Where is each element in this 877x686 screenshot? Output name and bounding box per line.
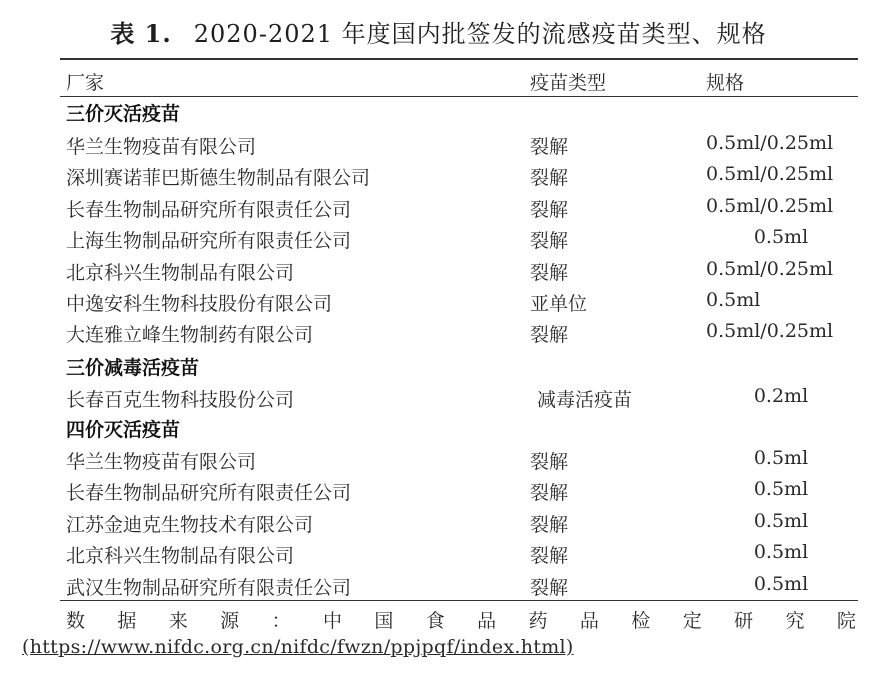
source-char: 数 [66,610,86,632]
source-char: 检 [631,610,651,632]
group-heading-label: 四价灭活疫苗 [66,419,181,441]
cell-spec: 0.5ml [753,226,809,249]
cell-manufacturer: 武汉生物制品研究所有限责任公司 [66,576,352,599]
source-char: 究 [785,610,805,632]
cell-manufacturer: 大连雅立峰生物制药有限公司 [66,324,314,347]
cell-vaccine-type: 裂解 [530,136,569,158]
source-char: 院 [836,610,856,632]
table-top-rule [60,58,858,60]
source-char: 国 [374,610,394,632]
cell-manufacturer: 华兰生物疫苗有限公司 [66,136,257,158]
cell-spec: 0.5ml/0.25ml [706,132,834,154]
cell-vaccine-type: 裂解 [530,482,569,505]
header-manufacturer: 厂家 [66,72,105,94]
source-char: 药 [528,610,548,632]
cell-manufacturer: 长春百克生物科技股份公司 [66,389,295,411]
cell-vaccine-type: 裂解 [530,198,569,221]
cell-spec: 0.5ml/0.25ml [706,163,834,186]
cell-manufacturer: 深圳赛诺菲巴斯德生物制品有限公司 [66,167,371,190]
source-url: (https://www.nifdc.org.cn/nifdc/fwzn/ppjpqf/index.html) [22,636,574,658]
source-char: 研 [734,610,754,632]
group-heading-label: 三价减毒活疫苗 [66,357,200,379]
cell-vaccine-type: 裂解 [530,167,569,190]
cell-spec: 0.5ml/0.25ml [706,257,834,280]
cell-vaccine-type: 裂解 [530,545,569,568]
group-heading-label: 三价灭活疫苗 [66,103,181,125]
cell-spec: 0.5ml/0.25ml [706,320,834,343]
table-caption [0,14,877,49]
source-char: 源 [220,610,240,632]
cell-spec: 0.5ml [753,447,809,469]
source-char: 定 [682,610,702,632]
source-char: 来 [168,610,188,632]
source-char: 中 [322,610,342,632]
cell-spec: 0.2ml [753,385,809,407]
cell-spec: 0.5ml [753,572,809,595]
cell-vaccine-type: 裂解 [530,451,569,473]
source-char: 品 [579,610,599,632]
header-vaccine-type: 疫苗类型 [530,72,607,94]
source-char: 据 [117,610,137,632]
data-source-line [66,606,856,633]
cell-spec: 0.5ml [753,541,809,564]
cell-manufacturer: 长春生物制品研究所有限责任公司 [66,198,352,221]
cell-spec: 0.5ml [753,478,809,501]
header-spec: 规格 [706,72,745,94]
cell-vaccine-type: 裂解 [530,261,569,284]
cell-manufacturer: 北京科兴生物制品有限公司 [66,261,295,284]
cell-spec: 0.5ml [753,509,809,532]
source-char: 食 [425,610,445,632]
cell-manufacturer: 北京科兴生物制品有限公司 [66,545,295,568]
source-char: ： [271,610,291,632]
cell-vaccine-type: 亚单位 [530,293,588,315]
cell-manufacturer: 中逸安科生物科技股份有限公司 [66,293,333,315]
cell-manufacturer: 上海生物制品研究所有限责任公司 [66,230,352,253]
source-char: 品 [477,610,497,632]
cell-vaccine-type: 裂解 [530,230,569,253]
cell-spec: 0.5ml [706,289,761,311]
cell-manufacturer: 华兰生物疫苗有限公司 [66,451,257,473]
cell-vaccine-type: 裂解 [530,576,569,599]
table-caption-label: 表 1. [110,19,172,48]
cell-manufacturer: 长春生物制品研究所有限责任公司 [66,482,352,505]
cell-vaccine-type: 裂解 [530,324,569,347]
cell-manufacturer: 江苏金迪克生物技术有限公司 [66,513,314,536]
table-caption-text: 2020-2021 年度国内批签发的流感疫苗类型、规格 [193,20,767,48]
table-header-rule [60,96,858,97]
cell-spec: 0.5ml/0.25ml [706,194,834,217]
cell-vaccine-type: 减毒活疫苗 [537,389,633,411]
cell-vaccine-type: 裂解 [530,513,569,536]
table-bottom-rule [60,600,858,601]
